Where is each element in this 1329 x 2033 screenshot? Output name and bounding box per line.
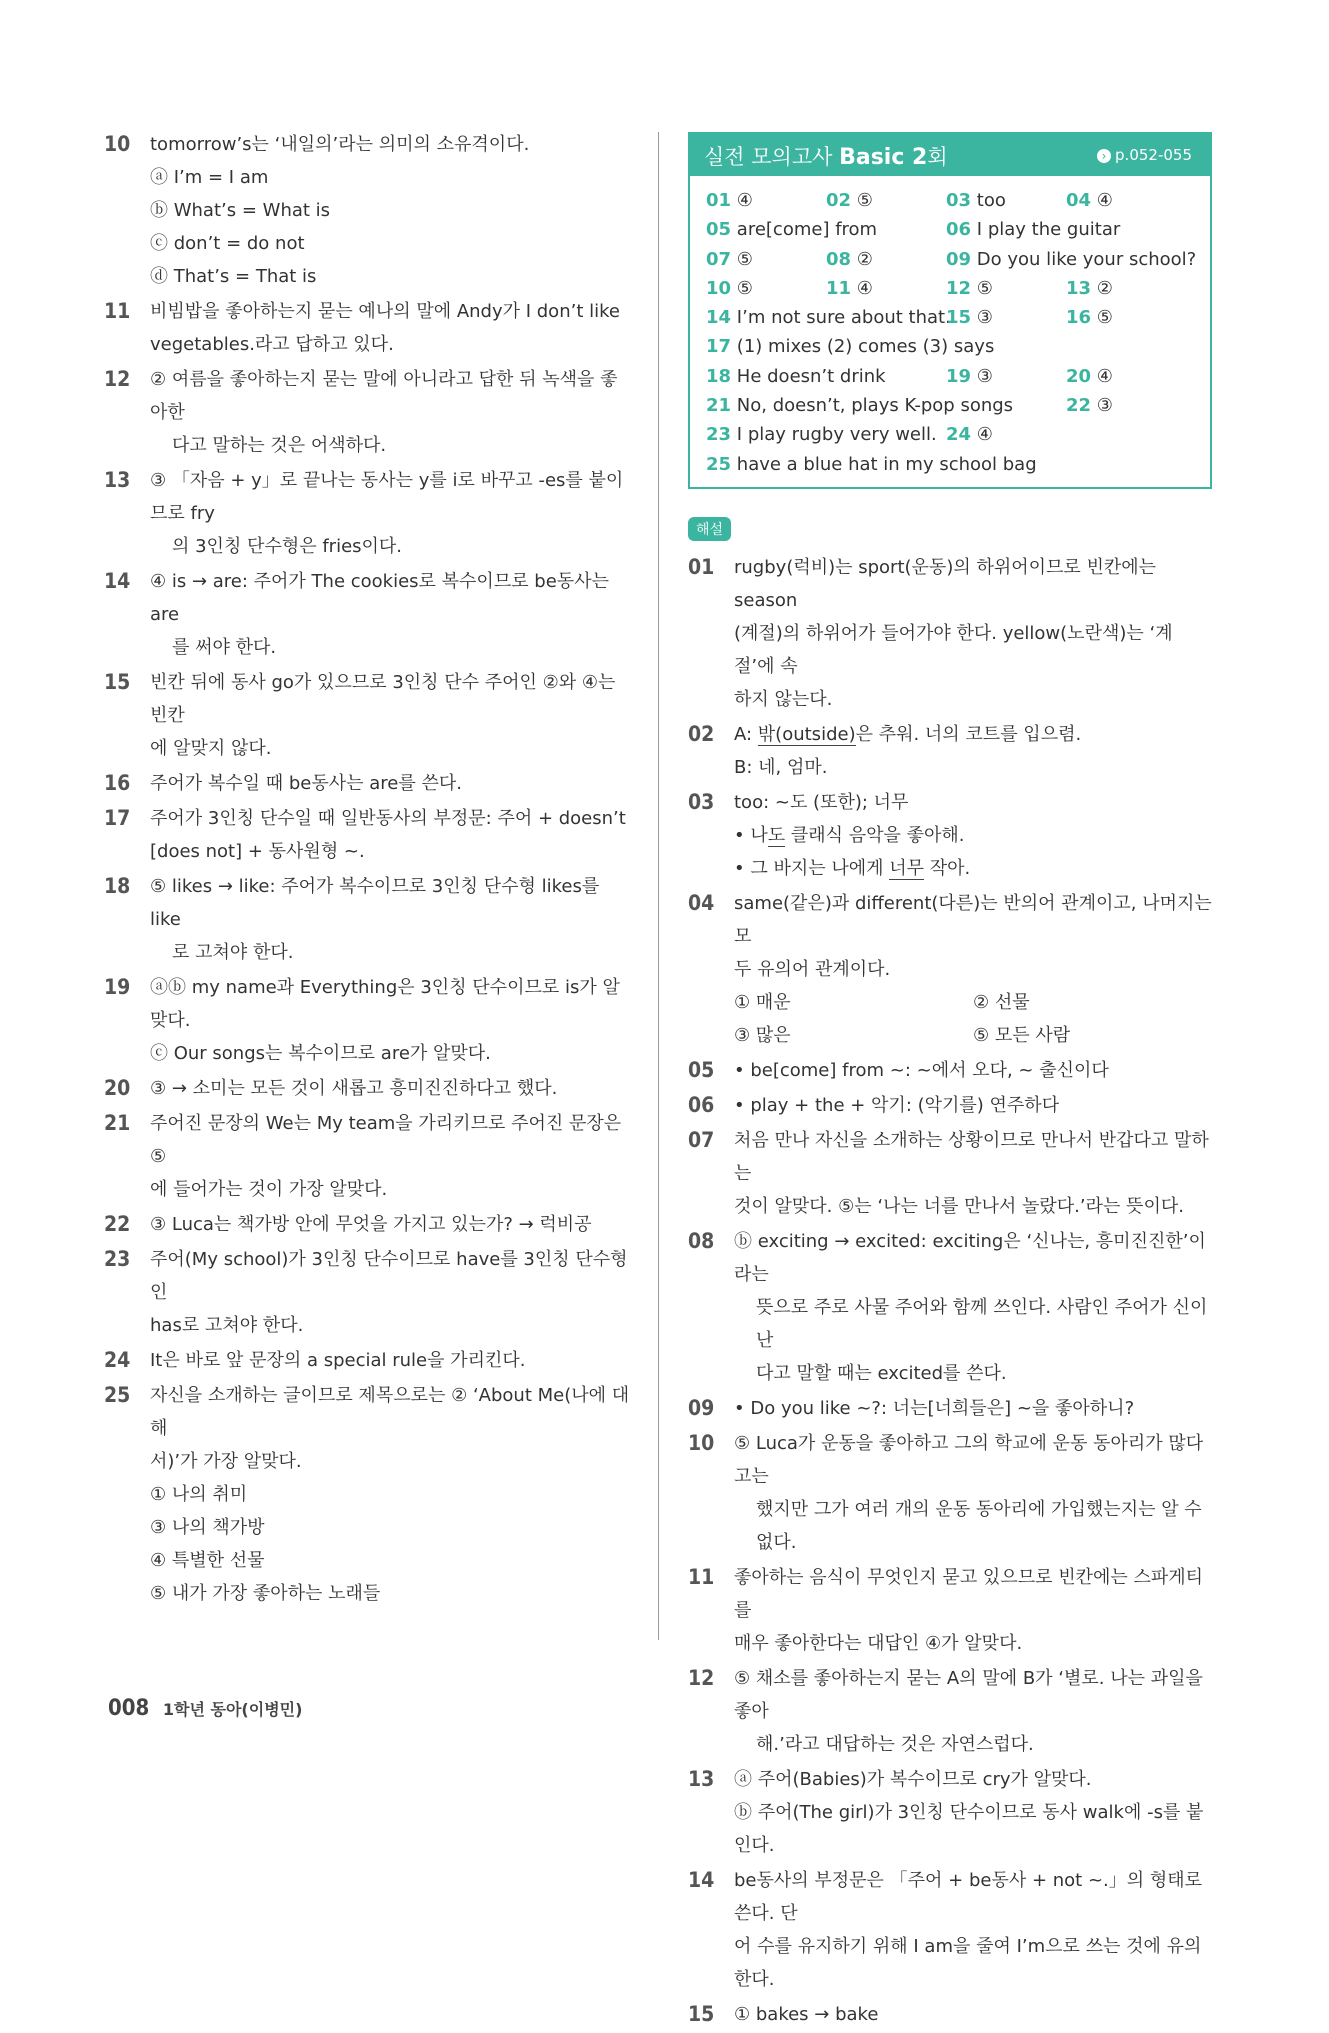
item-number: 15 bbox=[104, 670, 131, 694]
explanation-text: 의 3인칭 단수형은 fries이다. bbox=[172, 536, 403, 557]
item-number: 12 bbox=[104, 367, 131, 391]
item-number: 11 bbox=[104, 299, 131, 323]
item-number: 13 bbox=[688, 1766, 715, 1791]
dialogue-line-a: A: 밖(outside)은 추워. 너의 코트를 입으렴. bbox=[734, 723, 1082, 745]
answer-14: 14 I’m not sure about that. bbox=[706, 307, 951, 329]
answer-25: 25 have a blue hat in my school bag bbox=[706, 453, 1037, 475]
answer-04: 04 ④ bbox=[1066, 190, 1113, 211]
answer-16: 16 ⑤ bbox=[1066, 307, 1113, 329]
explanation-text: ⑤ Luca가 운동을 좋아하고 그의 학교에 운동 동아리가 많다고는 bbox=[734, 1432, 1204, 1487]
answer-grid bbox=[690, 176, 1210, 487]
explanation-05 bbox=[688, 1054, 1212, 1087]
explanation-text: ③ 「자음 + y」로 끝나는 동사는 y를 i로 바꾸고 -es를 붙이므로 fry bbox=[150, 470, 624, 524]
dialogue-line-b: B: 네, 엄마. bbox=[734, 756, 828, 778]
item-number: 21 bbox=[104, 1111, 131, 1135]
explanation-11 bbox=[688, 1561, 1212, 1660]
title-bold: Basic 2 bbox=[839, 145, 928, 170]
page-number: 008 bbox=[108, 1696, 150, 1721]
answer-07: 07 ⑤ bbox=[706, 248, 753, 270]
item-number: 10 bbox=[104, 132, 131, 156]
explanation-text: ⓐ 주어(Babies)가 복수이므로 cry가 알맞다. bbox=[734, 1768, 1092, 1790]
explanation-text: rugby(럭비)는 sport(운동)의 하위어이므로 빈칸에는 season bbox=[734, 556, 1157, 611]
example-sentence: • 나도 클래식 음악을 좋아해. bbox=[734, 819, 1212, 852]
explanation-17 bbox=[104, 802, 630, 868]
item-number: 14 bbox=[688, 1867, 715, 1892]
explanation-12 bbox=[104, 363, 630, 462]
item-number: 03 bbox=[688, 789, 715, 814]
explanation-text: 에 알맞지 않다. bbox=[150, 738, 272, 759]
left-column bbox=[104, 128, 630, 1612]
explanation-16 bbox=[104, 767, 630, 800]
item-number: 19 bbox=[104, 975, 131, 999]
explanation-text: 다고 말할 때는 excited를 쓴다. bbox=[756, 1362, 1007, 1384]
answer-02: 02 ⑤ bbox=[826, 190, 873, 211]
item-number: 04 bbox=[688, 890, 715, 915]
item-number: 07 bbox=[688, 1127, 715, 1152]
answer-13: 13 ② bbox=[1066, 277, 1113, 299]
explanation-text: ⓑ What’s = What is bbox=[150, 200, 331, 221]
example-sentence: • 그 바지는 나에게 너무 작아. bbox=[734, 852, 1212, 885]
explanation-text: • be[come] from ~: ~에서 오다, ~ 출신이다 bbox=[734, 1054, 1212, 1087]
explanation-text: ③ 나의 책가방 bbox=[150, 1517, 265, 1538]
explanation-03 bbox=[688, 786, 1212, 885]
explanation-13 bbox=[688, 1763, 1212, 1862]
explanation-text: ③ Luca는 책가방 안에 무엇을 가지고 있는가? → 럭비공 bbox=[150, 1214, 592, 1235]
item-number: 06 bbox=[688, 1092, 715, 1117]
item-number: 08 bbox=[688, 1228, 715, 1253]
explanation-text: • Do you like ~?: 너는[너희들은] ~을 좋아하니? bbox=[734, 1392, 1212, 1425]
explanation-text: 어 수를 유지하기 위해 I am을 줄여 I’m으로 쓰는 것에 유의한다. bbox=[734, 1935, 1202, 1990]
item-number: 23 bbox=[104, 1247, 131, 1271]
explanation-tag: 해설 bbox=[688, 517, 731, 541]
explanation-text: 자신을 소개하는 글이므로 제목으로는 ② ‘About Me(나에 대해 bbox=[150, 1385, 630, 1439]
item-number: 16 bbox=[104, 771, 131, 795]
explanation-04 bbox=[688, 887, 1212, 1052]
answer-06: 06 I play the guitar bbox=[946, 219, 1121, 241]
explanation-19 bbox=[104, 971, 630, 1070]
explanation-text: 두 유의어 관계이다. bbox=[734, 958, 891, 980]
item-number: 01 bbox=[688, 554, 715, 579]
explanation-text: 주어가 복수일 때 be동사는 are를 쓴다. bbox=[150, 773, 462, 794]
item-number: 05 bbox=[688, 1057, 715, 1082]
answer-19: 19 ③ bbox=[946, 365, 993, 387]
explanation-text: too: ~도 (또한); 너무 bbox=[734, 791, 909, 813]
page-footer bbox=[108, 1696, 302, 1721]
answer-12: 12 ⑤ bbox=[946, 277, 993, 299]
answer-11: 11 ④ bbox=[826, 277, 873, 299]
explanation-25 bbox=[104, 1379, 630, 1610]
option-pair: ① 매운 ② 선물 bbox=[734, 991, 1030, 1013]
explanation-text: 비빔밥을 좋아하는지 묻는 예나의 말에 Andy가 I don’t like bbox=[150, 301, 620, 322]
column-divider bbox=[658, 132, 659, 1640]
explanation-text: 주어(My school)가 3인칭 단수이므로 have를 3인칭 단수형인 bbox=[150, 1249, 628, 1303]
explanation-20 bbox=[104, 1072, 630, 1105]
page-reference: › p.052-055 bbox=[1097, 146, 1192, 164]
explanation-text: 뜻으로 주로 사물 주어와 함께 쓰인다. 사람인 주어가 신이 난 bbox=[756, 1296, 1208, 1351]
explanation-18 bbox=[104, 870, 630, 969]
explanation-text: ⓒ Our songs는 복수이므로 are가 알맞다. bbox=[150, 1043, 491, 1064]
answer-key-header bbox=[690, 134, 1210, 176]
answer-03: 03 too bbox=[946, 190, 1006, 211]
item-number: 20 bbox=[104, 1076, 131, 1100]
explanation-text: 주어진 문장의 We는 My team을 가리키므로 주어진 문장은 ⑤ bbox=[150, 1113, 622, 1167]
item-number: 13 bbox=[104, 468, 131, 492]
explanation-text: 다고 말하는 것은 어색하다. bbox=[172, 435, 387, 456]
explanation-text: has로 고쳐야 한다. bbox=[150, 1315, 304, 1336]
explanation-10 bbox=[688, 1427, 1212, 1559]
item-number: 18 bbox=[104, 874, 131, 898]
explanation-text: 에 들어가는 것이 가장 알맞다. bbox=[150, 1179, 388, 1200]
explanation-21 bbox=[104, 1107, 630, 1206]
answer-01: 01 ④ bbox=[706, 190, 753, 211]
explanation-24 bbox=[104, 1344, 630, 1377]
explanation-text: ⑤ likes → like: 주어가 복수이므로 3인칭 단수형 likes를 like bbox=[150, 876, 600, 930]
right-column bbox=[688, 132, 1212, 2033]
item-number: 10 bbox=[688, 1430, 715, 1455]
explanation-text: ⓐ I’m = I am bbox=[150, 167, 269, 188]
test-title bbox=[704, 141, 948, 171]
explanation-text: ④ 특별한 선물 bbox=[150, 1550, 265, 1571]
explanation-08 bbox=[688, 1225, 1212, 1390]
explanation-text: ⓑ 주어(The girl)가 3인칭 단수이므로 동사 walk에 -s를 붙인다. bbox=[734, 1801, 1204, 1856]
explanation-15 bbox=[104, 666, 630, 765]
explanation-text: ⑤ 내가 가장 좋아하는 노래들 bbox=[150, 1583, 381, 1604]
answer-23: 23 I play rugby very well. bbox=[706, 424, 937, 446]
explanation-text: 매우 좋아한다는 대답인 ④가 알맞다. bbox=[734, 1632, 1023, 1654]
answer-05: 05 are[come] from bbox=[706, 219, 878, 241]
explanation-text: ⓒ don’t = do not bbox=[150, 233, 305, 254]
explanation-text: tomorrow’s는 ‘내일의’라는 의미의 소유격이다. bbox=[150, 134, 530, 155]
answer-20: 20 ④ bbox=[1066, 365, 1113, 387]
answer-key-box bbox=[688, 132, 1212, 489]
explanation-07 bbox=[688, 1124, 1212, 1223]
answer-08: 08 ② bbox=[826, 248, 873, 270]
explanation-text: ⓓ That’s = That is bbox=[150, 266, 317, 287]
explanation-text: ③ → 소미는 모든 것이 새롭고 흥미진진하다고 했다. bbox=[150, 1078, 558, 1099]
explanation-text: ⓑ exciting → excited: exciting은 ‘신나는, 흥미진진한’이라는 bbox=[734, 1230, 1206, 1285]
explanation-text: 를 써야 한다. bbox=[172, 637, 277, 658]
answer-18: 18 He doesn’t drink bbox=[706, 365, 886, 387]
option-pair: ③ 많은 ⑤ 모든 사람 bbox=[734, 1024, 1071, 1046]
explanation-text: ① bakes → bake bbox=[734, 2003, 879, 2025]
explanation-text: (계절)의 하위어가 들어가야 한다. yellow(노란색)는 ‘계절’에 속 bbox=[734, 622, 1173, 677]
item-number: 17 bbox=[104, 806, 131, 830]
explanation-text: 주어가 3인칭 단수일 때 일반동사의 부정문: 주어 + doesn’t bbox=[150, 808, 626, 829]
item-number: 11 bbox=[688, 1564, 715, 1589]
item-number: 14 bbox=[104, 569, 131, 593]
item-number: 15 bbox=[688, 2001, 715, 2026]
explanation-text: 하지 않는다. bbox=[734, 688, 833, 710]
answer-17: 17 (1) mixes (2) comes (3) says bbox=[706, 336, 995, 358]
explanation-text: It은 바로 앞 문장의 a special rule을 가리킨다. bbox=[150, 1350, 526, 1371]
explanation-text: [does not] + 동사원형 ~. bbox=[150, 841, 365, 862]
explanation-text: ⑤ 채소를 좋아하는지 묻는 A의 말에 B가 ‘별로. 나는 과일을 좋아 bbox=[734, 1667, 1203, 1722]
title-suffix: 회 bbox=[927, 145, 948, 169]
answer-24: 24 ④ bbox=[946, 424, 993, 446]
explanation-text: • play + the + 악기: (악기를) 연주하다 bbox=[734, 1089, 1212, 1122]
answer-15: 15 ③ bbox=[946, 307, 993, 329]
explanation-10 bbox=[104, 128, 630, 293]
explanation-text: 처음 만나 자신을 소개하는 상황이므로 만나서 반갑다고 말하는 bbox=[734, 1129, 1209, 1184]
explanation-09 bbox=[688, 1392, 1212, 1425]
explanation-text: 것이 알맞다. ⑤는 ‘나는 너를 만나서 놀랐다.’라는 뜻이다. bbox=[734, 1195, 1184, 1217]
explanation-14 bbox=[688, 1864, 1212, 1996]
explanation-text: 서)’가 가장 알맞다. bbox=[150, 1451, 302, 1472]
item-number: 12 bbox=[688, 1665, 715, 1690]
explanation-02 bbox=[688, 718, 1212, 784]
item-number: 25 bbox=[104, 1383, 131, 1407]
explanation-text: ① 나의 취미 bbox=[150, 1484, 248, 1505]
explanation-text: 로 고쳐야 한다. bbox=[172, 942, 294, 963]
explanation-text: ② 여름을 좋아하는지 묻는 말에 아니라고 답한 뒤 녹색을 좋아한 bbox=[150, 369, 618, 423]
explanation-13 bbox=[104, 464, 630, 563]
explanation-11 bbox=[104, 295, 630, 361]
explanation-06 bbox=[688, 1089, 1212, 1122]
explanation-15 bbox=[688, 1998, 1212, 2031]
explanation-text: 해.’라고 대답하는 것은 자연스럽다. bbox=[756, 1733, 1034, 1755]
explanation-23 bbox=[104, 1243, 630, 1342]
answer-10: 10 ⑤ bbox=[706, 277, 753, 299]
answer-21: 21 No, doesn’t, plays K-pop songs bbox=[706, 395, 1014, 417]
answer-22: 22 ③ bbox=[1066, 395, 1113, 417]
item-number: 09 bbox=[688, 1395, 715, 1420]
explanation-text: be동사의 부정문은 「주어 + be동사 + not ~.」의 형태로 쓴다. 단 bbox=[734, 1869, 1203, 1924]
explanation-14 bbox=[104, 565, 630, 664]
answer-09: 09 Do you like your school? bbox=[946, 248, 1197, 270]
explanation-text: ④ is → are: 주어가 The cookies로 복수이므로 be동사는 are bbox=[150, 571, 609, 625]
explanation-text: same(같은)과 different(다른)는 반의어 관계이고, 나머지는 모 bbox=[734, 892, 1212, 947]
title-prefix: 실전 모의고사 bbox=[704, 145, 840, 169]
explanation-text: 좋아하는 음식이 무엇인지 묻고 있으므로 빈칸에는 스파게티를 bbox=[734, 1566, 1204, 1621]
explanation-12 bbox=[688, 1662, 1212, 1761]
item-number: 02 bbox=[688, 721, 715, 746]
explanation-text: 빈칸 뒤에 동사 go가 있으므로 3인칭 단수 주어인 ②와 ④는 빈칸 bbox=[150, 672, 616, 726]
item-number: 24 bbox=[104, 1348, 131, 1372]
item-number: 22 bbox=[104, 1212, 131, 1236]
explanation-01 bbox=[688, 551, 1212, 716]
explanation-text: 했지만 그가 여러 개의 운동 동아리에 가입했는지는 알 수 없다. bbox=[756, 1498, 1202, 1553]
explanation-text: ⓐⓑ my name과 Everything은 3인칭 단수이므로 is가 알맞다. bbox=[150, 977, 620, 1031]
explanation-22 bbox=[104, 1208, 630, 1241]
book-title: 1학년 동아(이병민) bbox=[162, 1700, 303, 1719]
explanation-text: vegetables.라고 답하고 있다. bbox=[150, 334, 394, 355]
